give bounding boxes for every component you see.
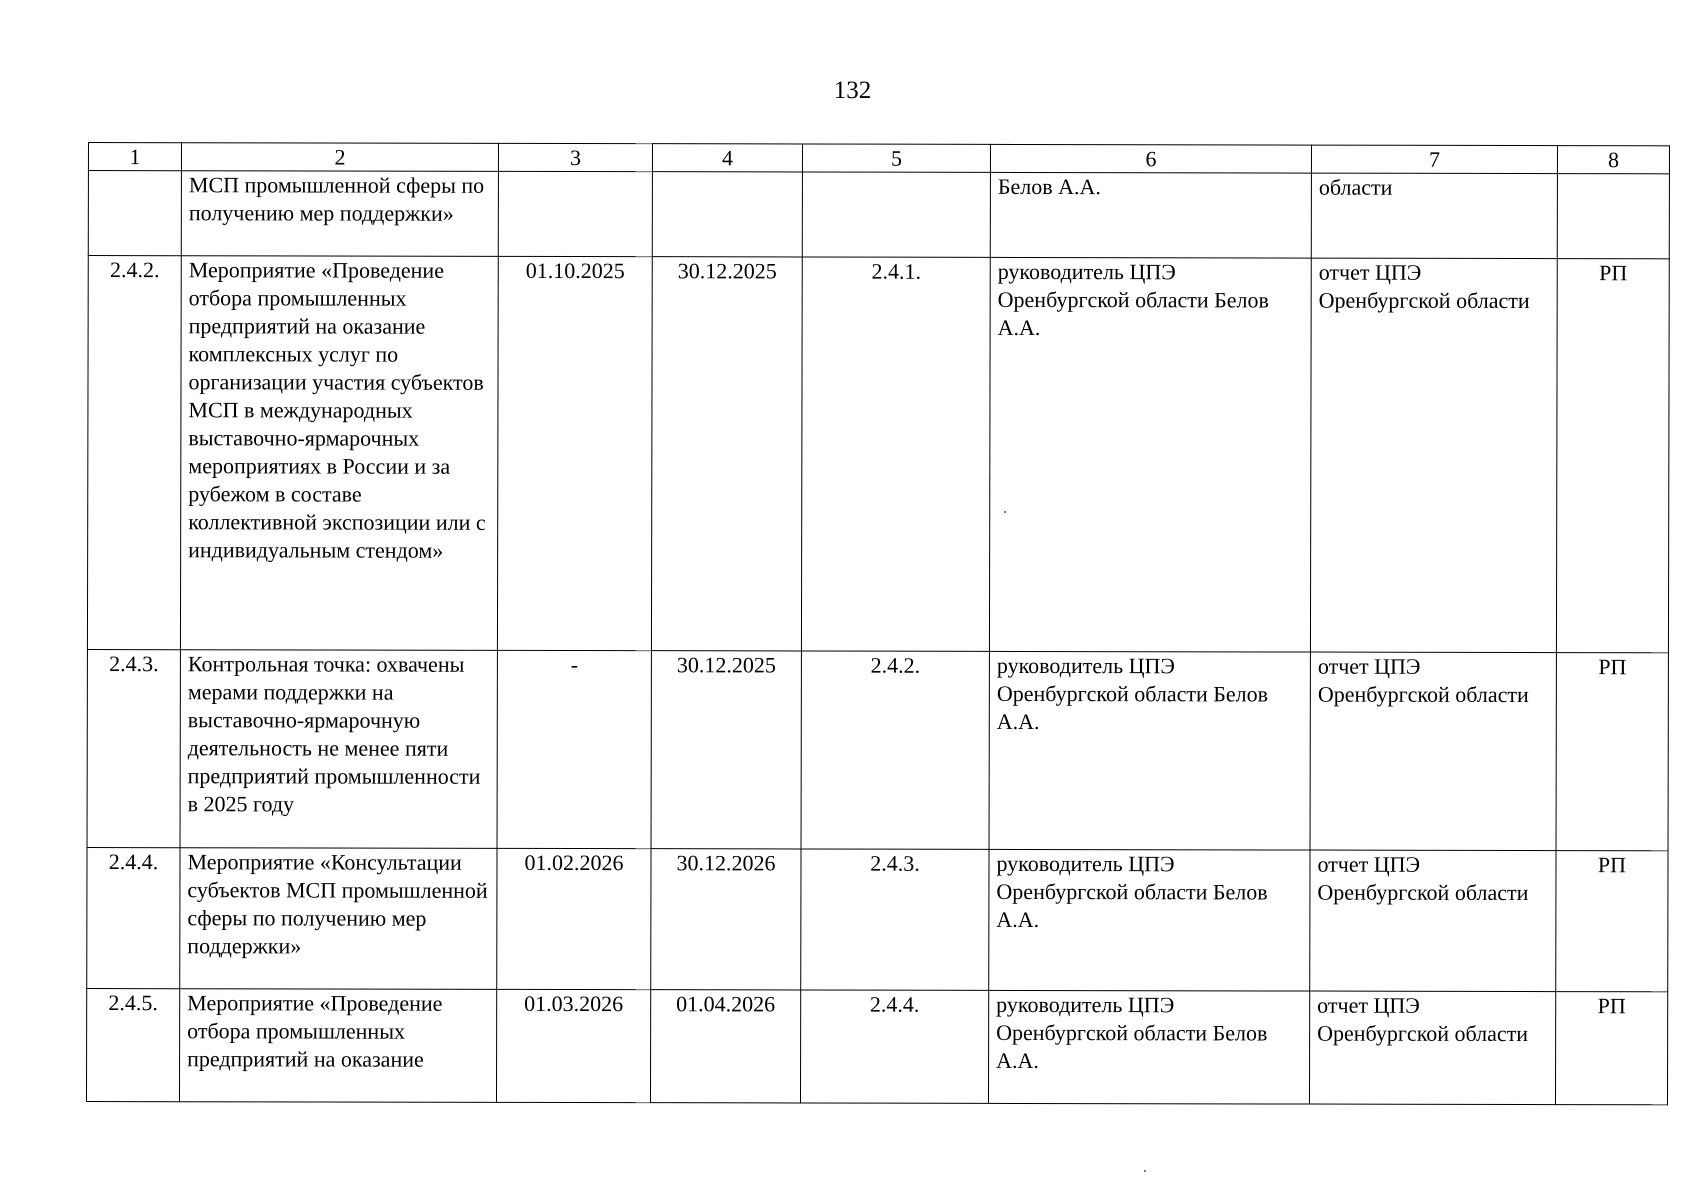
row-responsible: руководитель ЦПЭ Оренбургской области Белов А.А. bbox=[989, 849, 1310, 991]
page-number: 132 bbox=[833, 77, 872, 104]
row-responsible: руководитель ЦПЭ Оренбургской области Белов А.А. bbox=[988, 990, 1309, 1104]
row-start-date: - bbox=[497, 650, 651, 848]
row-responsible: руководитель ЦПЭ Оренбургской области Белов А.А. bbox=[989, 651, 1310, 850]
row-responsible: руководитель ЦПЭ Оренбургской области Белов А.А. bbox=[989, 257, 1311, 652]
row-predecessor: 2.4.3. bbox=[801, 849, 989, 990]
row-predecessor: 2.4.1. bbox=[801, 257, 990, 651]
row-responsible: Белов А.А. bbox=[990, 172, 1311, 258]
header-row bbox=[88, 143, 1669, 174]
row-number bbox=[88, 171, 181, 256]
row-type: РП bbox=[1556, 653, 1668, 851]
column-header-8: 8 bbox=[1557, 146, 1669, 174]
table-row bbox=[87, 649, 1668, 850]
row-name: МСП промышленной сферы по получению мер поддержки» bbox=[181, 171, 498, 257]
column-header-3: 3 bbox=[498, 143, 652, 171]
row-end-date bbox=[652, 172, 802, 257]
row-type: РП bbox=[1555, 992, 1667, 1105]
row-name: Мероприятие «Консультации субъектов МСП промышленной сферы по получению мер поддержки» bbox=[180, 848, 497, 990]
row-start-date bbox=[498, 171, 652, 256]
row-number: 2.4.3. bbox=[87, 649, 180, 847]
column-header-1: 1 bbox=[88, 143, 181, 171]
table-row bbox=[87, 256, 1669, 653]
row-name: Мероприятие «Проведение отбора промышленных предприятий на оказание комплексных услуг по организации участия субъектов МСП в международных выставочно-ярмарочных мероприятиях в России и за рубежом в составе коллективной экспозиции или с индивидуальным стендом» bbox=[180, 256, 498, 651]
row-result: области bbox=[1311, 173, 1557, 259]
row-end-date: 01.04.2026 bbox=[650, 990, 800, 1103]
row-type bbox=[1557, 174, 1669, 259]
column-header-6: 6 bbox=[990, 144, 1311, 173]
row-name: Мероприятие «Проведение отбора промышленных предприятий на оказание bbox=[179, 989, 496, 1103]
row-result: отчет ЦПЭ Оренбургской области bbox=[1309, 991, 1555, 1105]
row-start-date: 01.03.2026 bbox=[496, 989, 650, 1102]
row-result: отчет ЦПЭ Оренбургской области bbox=[1310, 850, 1556, 992]
row-type: РП bbox=[1556, 851, 1668, 992]
row-start-date: 01.02.2026 bbox=[497, 848, 651, 989]
row-end-date: 30.12.2025 bbox=[651, 651, 801, 849]
row-predecessor bbox=[802, 172, 990, 257]
row-name: Контрольная точка: охвачены мерами поддержки на выставочно-ярмарочную деятельность не менее пяти предприятий промышленности в 2025 году bbox=[180, 650, 497, 849]
row-type: РП bbox=[1556, 259, 1669, 653]
column-header-7: 7 bbox=[1311, 145, 1557, 174]
row-result: отчет ЦПЭ Оренбургской области bbox=[1310, 258, 1557, 653]
row-predecessor: 2.4.4. bbox=[800, 990, 988, 1103]
column-header-4: 4 bbox=[652, 144, 802, 172]
table-row bbox=[86, 988, 1667, 1104]
row-end-date: 30.12.2026 bbox=[651, 849, 801, 990]
table-row bbox=[87, 847, 1668, 991]
row-number: 2.4.5. bbox=[86, 988, 179, 1101]
row-result: отчет ЦПЭ Оренбургской области bbox=[1310, 652, 1556, 851]
column-header-2: 2 bbox=[181, 143, 498, 172]
row-number: 2.4.2. bbox=[87, 256, 181, 650]
table-row bbox=[88, 171, 1669, 259]
row-start-date: 01.10.2025 bbox=[497, 256, 652, 650]
row-predecessor: 2.4.2. bbox=[801, 651, 989, 849]
column-header-5: 5 bbox=[802, 144, 990, 172]
plan-table bbox=[86, 142, 1670, 1105]
scan-speck bbox=[1004, 511, 1006, 513]
scan-speck bbox=[1144, 1170, 1146, 1172]
row-number: 2.4.4. bbox=[87, 847, 180, 988]
row-end-date: 30.12.2025 bbox=[651, 257, 802, 651]
